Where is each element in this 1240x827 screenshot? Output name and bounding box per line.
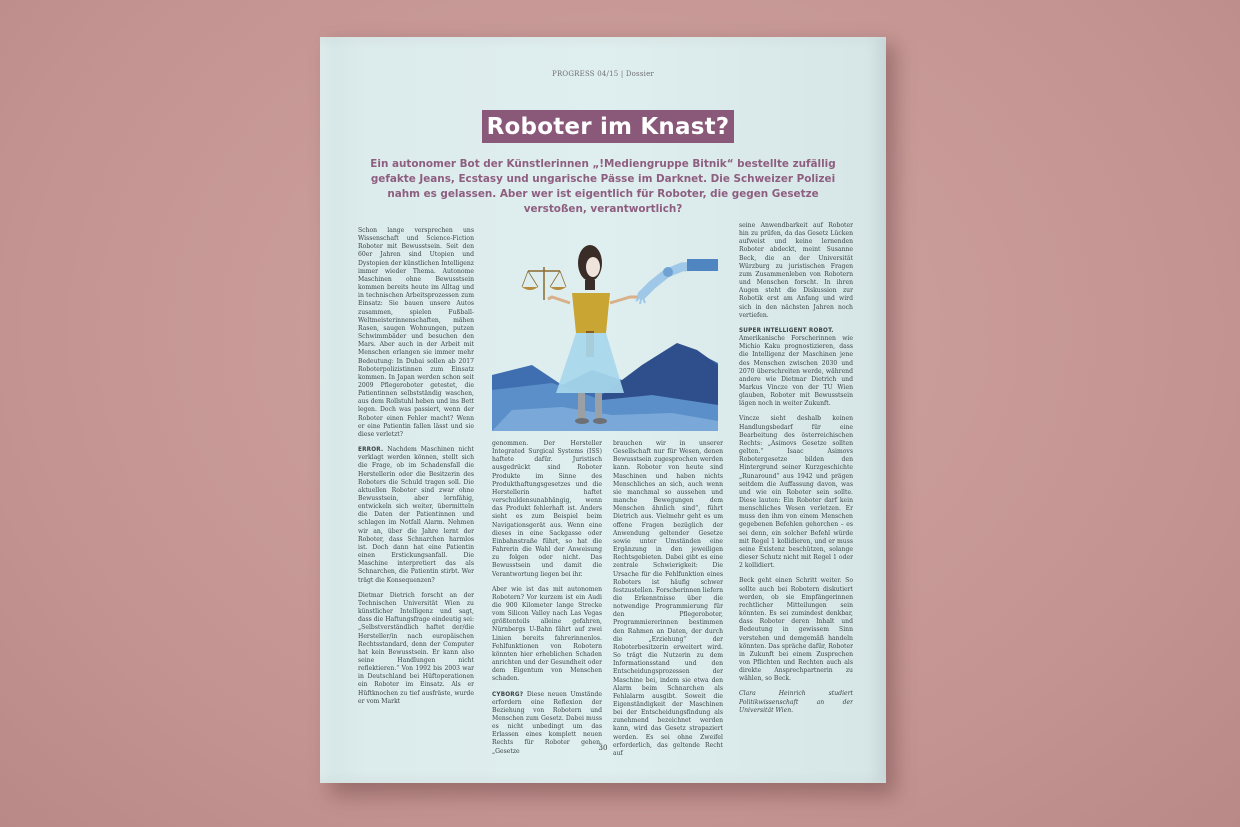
body-paragraph: Vincze sieht deshalb keinen Handlungsbedarf für eine Bearbeitung des österreichischen Rechts: „Asimovs Gesetze sollten gelten.“ Isaac Asimovs Robotergesetze bilden den Hintergrund seiner Kurzgeschichte „Runaround“ aus 1942 und prägen seitdem die Auffassung davon, was und wie ein Roboter sein sollte. Diese lauten: Ein Roboter darf kein menschliches Wesen verletzen. Er muss den ihm von einem Menschen gegebenen Befehlen gehorchen – es sei denn, ein solcher Befehl würde mit Regel 1 kollidieren, und er muss seine Existenz beschützen, solange dieser Schutz nicht mit Regel 1 oder 2 kollidiert. [739,415,853,570]
scale-string [522,271,528,287]
running-header: PROGRESS 04/15 | Dossier [552,70,654,78]
page-number: 30 [598,744,608,752]
text-column-2 [492,440,602,760]
scale-pan-right [550,287,566,290]
text-column-3 [613,440,723,760]
scale-string [528,271,538,287]
headline: Roboter im Knast? [486,113,730,140]
collage-illustration [492,225,718,431]
body-paragraph [358,446,474,585]
section-heading: CYBORG? [492,691,524,698]
text-column-1 [358,227,474,767]
body-paragraph [739,327,853,409]
section-heading: SUPER INTELLIGENT ROBOT. [739,327,834,334]
robot-joint [663,267,673,277]
figure-skirt [556,333,624,393]
figure-neck [585,280,595,290]
scale-string [560,271,566,287]
figure-leg-right [595,393,602,419]
text-column-4 [739,222,853,742]
figure-foot-left [575,418,589,424]
body-paragraph: Aber wie ist das mit autonomen Robotern? Vor kurzem ist ein Audi die 900 Kilometer lange Strecke vom Silicon Valley nach Las Vegas größtenteils alleine gefahren, Nürnbergs U-Bahn fährt auf zwei Linien bereits fahrerinnenlos. Fehlfunktionen von Robotern könnten hier erheblichen Schaden anrichten und der Gesundheit oder dem Eigentum von Menschen schaden. [492,585,602,683]
body-paragraph: brauchen wir in unserer Gesellschaft nur für Wesen, denen Bewusstsein zugesprochen werden kann. Roboter von heute sind Maschinen und haben nichts Menschliches an sich, auch wenn sie manchmal so aussehen und manche Bewegungen dem Menschen ähnlich sind“, führt Dietrich aus. Vielmehr geht es um offene Fragen bezüglich der Anwendung geltender Gesetze sowie unter Umständen eine Ergänzung in den jeweiligen Rechtsgebieten. Dabei gibt es eine zentrale Schwierigkeit: Die Ursache für die Fehlfunktion eines Roboters ist häufig schwer festzustellen. Forscherinnen liefern die Erkenntnisse über die notwendige Programmierung für den Pflegeroboter, Programmiererinnen bestimmen den Rahmen an Daten, der durch die „Erziehung“ der Roboterbesitzerin erweitert wird. So trägt die Nutzerin zu dem Informationsstand und den Entscheidungsprozessen der Maschine bei, indem sie etwa den Alarm beim Schnarchen als Fehlalarm ausgibt. Soweit die Eigenständigkeit der Maschinen bei der Entscheidungsfindung als zunehmend bezeichnet werden kann, wird das Gesetz strapaziert werden. Es sei ohne Zweifel erforderlich, das geltende Recht auf [613,440,723,757]
body-paragraph: Dietmar Dietrich forscht an der Technischen Universität Wien zu künstlicher Intelligenz und sagt, dass die Haftungsfrage eindeutig sei: „Selbstverständlich haftet der/die Hersteller/in nach europäischen Rechtsstandard, denn der Computer hat kein Bewusstsein. Er kann also seine Handlungen nicht reflektieren.“ Von 1992 bis 2003 war in Deutschland bei Hüftoperationen ein Roboter im Einsatz. Als er Hüftknochen zu tief ausfräste, wurde er vom Markt [358,591,474,705]
scale-pan-left [522,287,538,290]
figure-leg-left [578,393,585,419]
author-note: Clara Heinrich studiert Politikwissenschaft an der Universität Wien. [739,690,853,714]
body-paragraph: genommen. Der Hersteller Integrated Surgical Systems (ISS) haftete dafür. Juristisch ausgedrückt sind Roboter Produkte im Sinne des Produkthaftungsgesetzes und die Herstellerin haftet verschuldensunabhängig, wenn das Produkt fehlerhaft ist. Anders sieht es zum Beispiel beim Navigationsgerät aus. Wenn eine dieses in eine Sackgasse oder Einbahnstraße führt, so hat die Fahrerin die Wahl der Anweisung zu folgen oder nicht. Das Bewusstsein und damit die Verantwortung liegen bei ihr. [492,440,602,578]
body-paragraph: Schon lange versprechen uns Wissenschaft und Science-Fiction Roboter mit Bewusstsein. Seit den 60er Jahren sind Utopien und Dystopien der künstlichen Intelligenz immer wieder Thema. Autonome Maschinen ohne Bewusstsein kommen bereits heute im Alltag und in technischen Arbeitsprozessen zum Einsatz: Sie bauen unsere Autos zusammen, spielen Fußball-Weltmeisterinnenschaften, mähen Rasen, saugen Wohnungen, putzen Schwimmbäder und besuchen den Mars. Aber auch in der Arbeit mit Menschen erlangen sie immer mehr Bedeutung: In Dubai sollen ab 2017 Roboterpolizistinnen zum Einsatz kommen. In Japan werden schon seit 2009 Pflegeroboter getestet, die Patientinnen selbstständig waschen, aus dem Rollstuhl heben und ins Bett legen. Doch was passiert, wenn der Roboter einen Fehler macht? Wenn er eine Patientin fallen lässt und sie diese verletzt? [358,227,474,438]
body-paragraph: Beck geht einen Schritt weiter. So sollte auch bei Robotern diskutiert werden, ob sie Empfängerinnen rechtlicher Mitteilungen sein könnten. Es sei zumindest denkbar, dass Roboter deren Inhalt und Bedeutung in gewissem Sinn verstehen und demgemäß handeln könnten. Das spräche dafür, Roboter in Zukunft bei einem Zusprechen von Pflichten und Rechten auch als direkte Ansprechpartnerin zu wählen, so Beck. [739,577,853,683]
magazine-page [320,37,886,783]
figure-face [586,257,600,277]
figure-arm-left [548,297,570,303]
body-text: Nachdem Maschinen nicht verklagt werden können, stellt sich die Frage, ob im Schadensfall die Herstellerin oder die Besitzerin des Roboters die Schuld tragen soll. Die aktuellen Roboter sind zwar ohne Bewusstsein, aber lernfähig, entwickeln sich weiter, übermitteln die Daten der Patientinnen und schlagen im Notfall Alarm. Nehmen wir an, über die Jahre lernt der Roboter, dass Schnarchen harmlos ist. Doch dann hat eine Patientin einen Erstickungsanfall. Die Maschine interpretiert das als Schnarchen, die Patientin stirbt. Wer trägt die Konsequenzen? [358,446,474,584]
body-text: Amerikanische Forscherinnen wie Michio Kaku prognostizieren, dass die Intelligenz der Maschinen jene des Menschen zwischen 2030 und 2070 überschreiten werde, während andere wie Dietmar Dietrich und Markus Vincze von der TU Wien glauben, Roboter mit Bewusstsein lägen noch in weiter Zukunft. [739,335,853,408]
scale-string [550,271,560,287]
figure-blouse [572,293,610,333]
section-heading: ERROR. [358,447,384,454]
figure-foot-right [593,418,607,424]
figure-arm-right [610,297,638,303]
lead-paragraph: Ein autonomer Bot der Künstlerinnen „!Mediengruppe Bitnik“ bestellte zufällig gefakte Jeans, Ecstasy und ungarische Pässe im Darknet. Die Schweizer Polizei nahm es gelassen. Aber wer ist eigentlich für Roboter, die gegen Gesetze verstoßen, verantwortlich? [370,158,836,215]
headline-box [482,110,734,143]
body-paragraph: seine Anwendbarkeit auf Roboter hin zu prüfen, da das Gesetz Lücken aufweist und keine lernenden Roboter abdeckt, meint Susanne Beck, die an der Universität Würzburg zu juristischen Fragen zum Zusammenleben von Robotern und Menschen forscht. In ihren Augen steht die Diskussion zur Robotik erst am Anfang und wird sich in den nächsten Jahren noch vertiefen. [739,222,853,319]
body-text: Diese neuen Umstände erfordern eine Reflexion der Beziehung von Robotern und Menschen zum Gesetz. Dabei muss es nicht unbedingt um das Erlassen eines komplett neuen Rechts für Roboter gehen. „Gesetze [492,690,602,755]
